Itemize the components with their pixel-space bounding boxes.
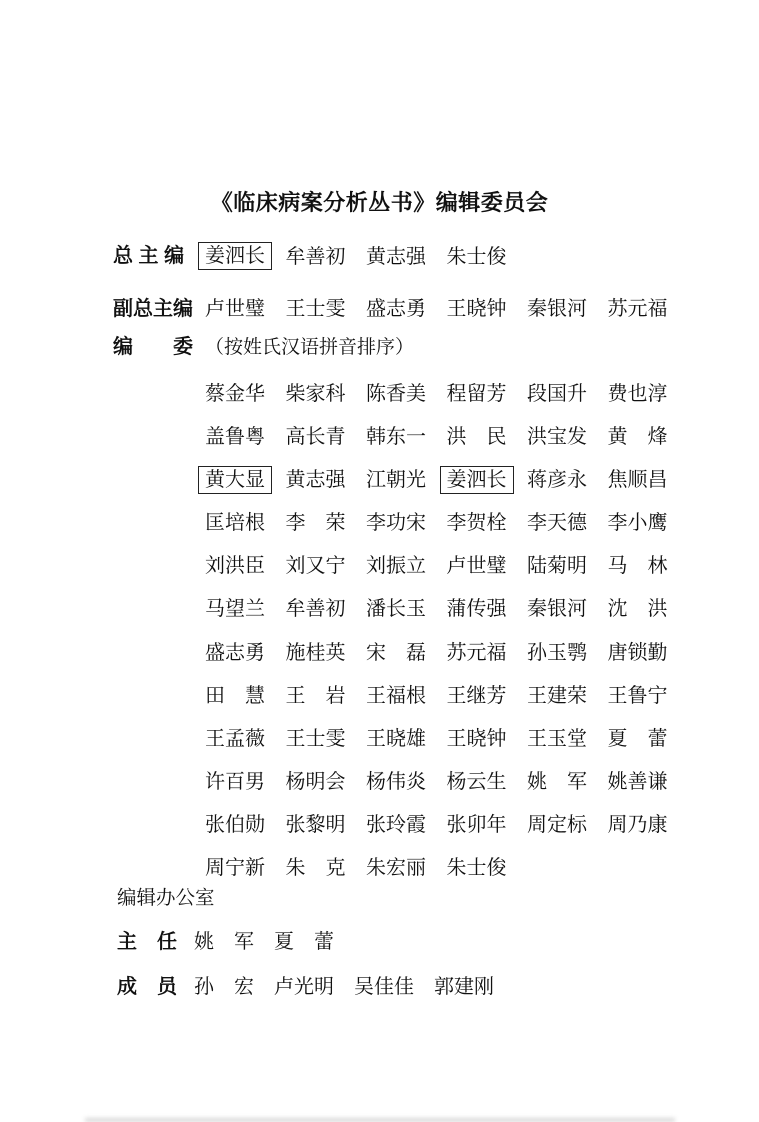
- deputy-chief-editor-row: [113, 299, 668, 319]
- member-name: 王玉堂: [527, 727, 587, 750]
- office-director-label: 主 任: [117, 931, 177, 953]
- member-name: 卢世璧: [446, 555, 507, 578]
- member-name-deceased: 姜泗长: [440, 466, 514, 494]
- member-name: 马望兰: [205, 598, 265, 621]
- member-name-deceased: 黄大显: [198, 466, 272, 494]
- member-name: 王士雯: [285, 298, 346, 320]
- member-name: 江朝光: [366, 469, 426, 492]
- board-row: [205, 729, 668, 772]
- member-name: 王士雯: [285, 727, 346, 750]
- member-name: 苏元福: [446, 641, 507, 664]
- member-name: 黄 烽: [607, 426, 668, 449]
- member-name: 卢世璧: [205, 298, 265, 320]
- member-name: 王晓钟: [446, 727, 507, 750]
- member-name: 姚 军: [194, 931, 254, 953]
- member-name: 唐锁勤: [607, 641, 668, 664]
- member-name-deceased: 姜泗长: [198, 242, 272, 270]
- member-name: 田 慧: [205, 684, 265, 707]
- member-name: 李贺栓: [446, 512, 507, 535]
- member-name: 洪宝发: [527, 426, 587, 449]
- member-name: 朱 克: [285, 857, 346, 880]
- member-name: 夏 蕾: [607, 727, 668, 750]
- office-director-names: [194, 932, 334, 952]
- member-name: 郭建刚: [434, 976, 494, 998]
- member-name: 刘振立: [366, 555, 426, 578]
- member-name: 周乃康: [607, 813, 668, 836]
- office-staff-label: 成 员: [117, 976, 177, 998]
- member-name: 夏 蕾: [274, 931, 334, 953]
- member-name: 王晓钟: [446, 298, 507, 320]
- member-name: 卢光明: [274, 976, 334, 998]
- member-name: 黄志强: [285, 469, 346, 492]
- member-name: 朱宏丽: [366, 857, 426, 880]
- member-name: 朱士俊: [446, 245, 507, 268]
- board-row: [205, 686, 668, 729]
- editorial-board-label: 编 委: [113, 336, 193, 358]
- member-name: 孙玉鹗: [527, 641, 587, 664]
- board-row: [205, 815, 668, 858]
- member-name: 王福根: [366, 684, 426, 707]
- office-staff-row: [117, 977, 494, 997]
- board-row: [205, 599, 668, 642]
- member-name: 段国升: [527, 383, 587, 405]
- board-row: [205, 427, 668, 470]
- member-name: 姚善谦: [607, 770, 668, 793]
- member-name: 李功宋: [366, 512, 426, 535]
- member-name: 孙 宏: [194, 976, 254, 998]
- member-name: 匡培根: [205, 512, 265, 535]
- member-name: 马 林: [607, 555, 668, 578]
- member-name: 蒋彦永: [527, 469, 587, 492]
- member-name: 王鲁宁: [607, 684, 668, 707]
- member-name: 张黎明: [285, 813, 346, 836]
- member-name: 蔡金华: [205, 383, 265, 405]
- member-name: 周宁新: [205, 857, 265, 880]
- pinyin-order-note: （按姓氏汉语拼音排序）: [205, 337, 415, 358]
- board-row: [205, 513, 668, 556]
- member-name: 张卯年: [446, 813, 507, 836]
- editorial-board-grid: [205, 384, 668, 901]
- board-row: [205, 556, 668, 599]
- member-name: 周定标: [527, 813, 587, 836]
- member-name: 蒲传强: [446, 598, 507, 621]
- member-name: 刘又宁: [285, 555, 346, 578]
- member-name: 刘洪臣: [205, 555, 265, 578]
- member-name: 黄志强: [366, 245, 426, 268]
- office-staff-names: [194, 977, 494, 997]
- member-name: 王继芳: [446, 684, 507, 707]
- board-row: [205, 643, 668, 686]
- member-name: 朱士俊: [446, 857, 507, 880]
- member-name: 张玲霞: [366, 813, 426, 836]
- member-name: 王 岩: [285, 684, 346, 707]
- member-name: 杨明会: [285, 770, 346, 793]
- member-name: 陆菊明: [527, 555, 587, 578]
- board-row: [205, 470, 668, 513]
- member-name: 陈香美: [366, 383, 426, 405]
- member-name: 杨伟炎: [366, 770, 426, 793]
- member-name: 高长青: [285, 426, 346, 449]
- member-name: 张伯勋: [205, 813, 265, 836]
- chief-editor-label: 总 主 编: [113, 245, 185, 267]
- member-name: 盛志勇: [205, 641, 265, 664]
- member-name: 许百男: [205, 770, 265, 793]
- member-name: 沈 洪: [607, 598, 668, 621]
- office-director-row: [117, 932, 334, 952]
- member-name: 王晓雄: [366, 727, 426, 750]
- member-name: 苏元福: [607, 298, 668, 320]
- chief-editor-names: [205, 247, 507, 271]
- member-name: 牟善初: [285, 598, 346, 621]
- member-name: 王孟薇: [205, 727, 265, 750]
- member-name: 韩东一: [366, 426, 426, 449]
- member-name: 李小鹰: [607, 512, 668, 535]
- deputy-chief-editor-names: [205, 299, 668, 319]
- member-name: 柴家科: [285, 383, 346, 405]
- member-name: 费也淳: [607, 383, 668, 405]
- page-title: 《临床病案分析丛书》编辑委员会: [210, 190, 549, 215]
- member-name: 姚 军: [527, 770, 587, 793]
- member-name: 潘长玉: [366, 598, 426, 621]
- chief-editor-row: [113, 246, 507, 270]
- member-name: 洪 民: [446, 426, 507, 449]
- member-name: 吴佳佳: [354, 976, 414, 998]
- member-name: 盖鲁粤: [205, 426, 265, 449]
- member-name: 盛志勇: [366, 298, 426, 320]
- editorial-office-heading: 编辑办公室: [117, 887, 215, 909]
- scan-edge-artifact: [85, 1118, 675, 1122]
- editorial-board-row: [113, 337, 414, 357]
- board-row: [205, 384, 668, 427]
- member-name: 秦银河: [527, 598, 587, 621]
- member-name: 王建荣: [527, 684, 587, 707]
- member-name: 李 荣: [285, 512, 346, 535]
- deputy-chief-editor-label: 副总主编: [113, 298, 193, 320]
- member-name: 李天德: [527, 512, 587, 535]
- member-name: 秦银河: [527, 298, 587, 320]
- board-row: [205, 772, 668, 815]
- member-name: 焦顺昌: [607, 469, 668, 492]
- member-name: 宋 磊: [366, 641, 426, 664]
- member-name: 杨云生: [446, 770, 507, 793]
- board-row: [205, 858, 668, 901]
- member-name: 牟善初: [285, 245, 346, 268]
- member-name: 施桂英: [285, 641, 346, 664]
- member-name: 程留芳: [446, 383, 507, 405]
